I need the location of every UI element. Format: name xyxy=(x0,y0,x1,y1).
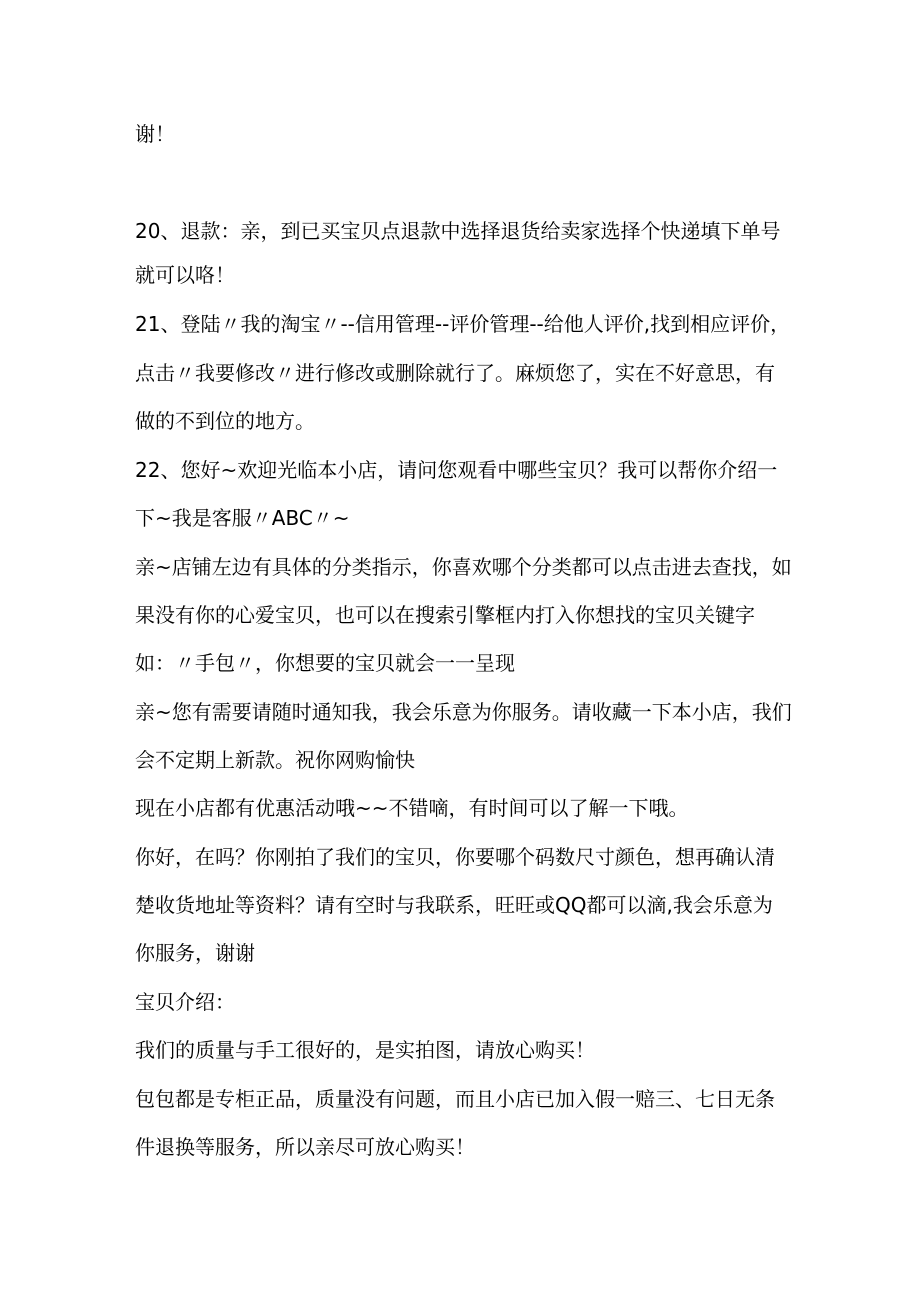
text-line: 我们的质量与手工很好的，是实拍图，请放心购买！ xyxy=(135,1038,595,1062)
text-line: 如：〃手包〃，你想要的宝贝就会一一呈现 xyxy=(135,651,515,675)
text-line: 现在小店都有优惠活动哦~~不错嘀，有时间可以了解一下哦。 xyxy=(135,796,689,820)
text-line: 就可以咯！ xyxy=(135,263,235,287)
text-line: 会不定期上新款。祝你网购愉快 xyxy=(135,748,415,772)
text-line: 包包都是专柜正品，质量没有问题，而且小店已加入假一赔三、七日无条 xyxy=(135,1087,775,1111)
text-line: 谢！ xyxy=(135,122,175,146)
text-line: 你服务，谢谢 xyxy=(135,941,255,965)
text-line: 果没有你的心爱宝贝，也可以在搜索引擎框内打入你想找的宝贝关键字 xyxy=(135,603,755,627)
text-line: 宝贝介绍： xyxy=(135,990,235,1014)
text-line: 点击〃我要修改〃进行修改或删除就行了。麻烦您了，实在不好意思，有 xyxy=(135,361,775,385)
text-line: 21、登陆〃我的淘宝〃--信用管理--评价管理--给他人评价,找到相应评价， xyxy=(135,312,791,336)
text-line: 22、您好~欢迎光临本小店，请问您观看中哪些宝贝？我可以帮你介绍一 xyxy=(135,458,778,482)
text-line: 亲~店铺左边有具体的分类指示，你喜欢哪个分类都可以点击进去查找，如 xyxy=(135,555,792,579)
text-line: 楚收货地址等资料？请有空时与我联系，旺旺或QQ都可以滴,我会乐意为 xyxy=(135,893,773,917)
text-line: 下~我是客服〃ABC〃~ xyxy=(135,506,350,530)
text-line: 你好，在吗？你刚拍了我们的宝贝，你要哪个码数尺寸颜色，想再确认清 xyxy=(135,845,775,869)
text-line: 做的不到位的地方。 xyxy=(135,409,315,433)
text-line: 件退换等服务，所以亲尽可放心购买！ xyxy=(135,1135,475,1159)
text-line: 20、退款：亲，到已买宝贝点退款中选择退货给卖家选择个快递填下单号 xyxy=(135,219,781,243)
text-line: 亲~您有需要请随时通知我，我会乐意为你服务。请收藏一下本小店，我们 xyxy=(135,700,792,724)
